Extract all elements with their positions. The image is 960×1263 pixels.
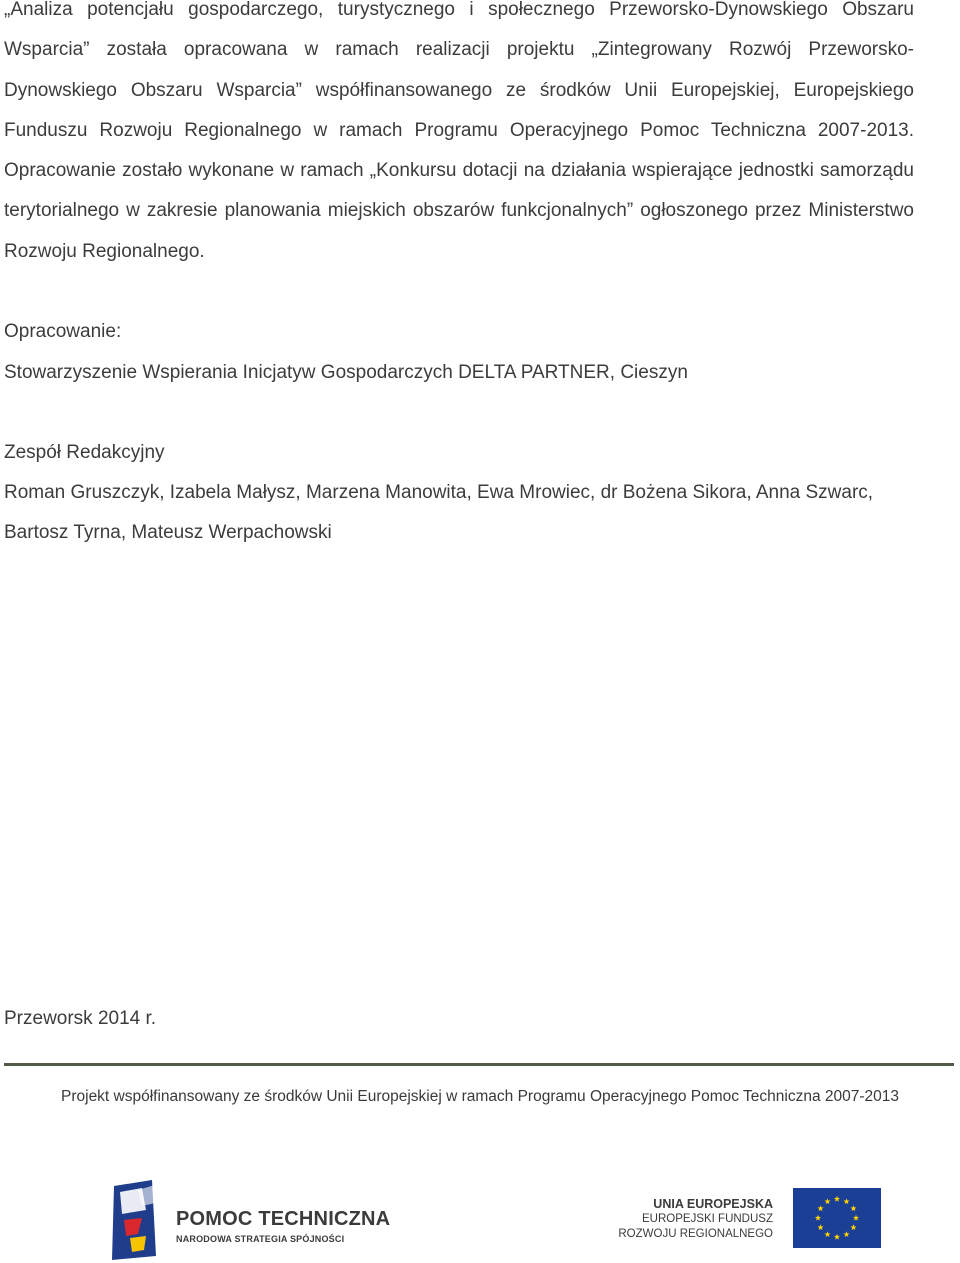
eu-erdf-logo [618,1188,885,1250]
footer-cofinancing-note: Projekt współfinansowany ze środków Unii Europejskiej w ramach Programu Operacyjnego Pomoc Techniczna 2007-2013 [61,1088,899,1105]
team-members-line-2: Bartosz Tyrna, Mateusz Werpachowski [4,522,332,543]
place-and-date: Przeworsk 2014 r. [4,1008,157,1029]
team-members-line-1: Roman Gruszczyk, Izabela Małysz, Marzena Manowita, Ewa Mrowiec, dr Bożena Sikora, Anna Szwarc, [4,482,874,503]
pomoc-techniczna-title: POMOC TECHNICZNA [176,1208,391,1230]
eu-logo-line1: UNIA EUROPEJSKA [653,1197,773,1211]
authorship-label: Opracowanie: [4,321,122,342]
pomoc-techniczna-subtitle: NARODOWA STRATEGIA SPÓJNOŚCI [176,1234,345,1244]
footer-divider [4,1063,954,1066]
pomoc-techniczna-emblem-icon [112,1180,162,1260]
eu-flag-icon [793,1188,881,1248]
editorial-team-heading: Zespół Redakcyjny [4,442,165,463]
pomoc-techniczna-logo [112,1180,391,1260]
eu-logo-line2: EUROPEJSKI FUNDUSZ [642,1213,773,1225]
authorship-organization: Stowarzyszenie Wspierania Inicjatyw Gospodarczych DELTA PARTNER, Cieszyn [4,362,688,383]
eu-logo-line3: ROZWOJU REGIONALNEGO [618,1228,773,1240]
intro-paragraph: „Analiza potencjału gospodarczego, turystycznego i społecznego Przeworsko-Dynowskiego Obszaru Wsparcia” została opracowana w ramach realizacji projektu „Zintegrowany Rozwój Przeworsko-Dynowskiego Obszaru Wsparcia” współfinansowanego ze środków Unii Europejskiej, Europejskiego Funduszu Rozwoju Regionalnego w ramach Programu Operacyjnego Pomoc Techniczna 2007-2013. Opracowanie zostało wykonane w ramach „Konkursu dotacji na działania wspierające jednostki samorządu terytorialnego w zakresie planowania miejskich obszarów funkcjonalnych” ogłoszonego przez Ministerstwo Rozwoju Regionalnego. [4,0,914,262]
editorial-team-members [4,473,924,553]
